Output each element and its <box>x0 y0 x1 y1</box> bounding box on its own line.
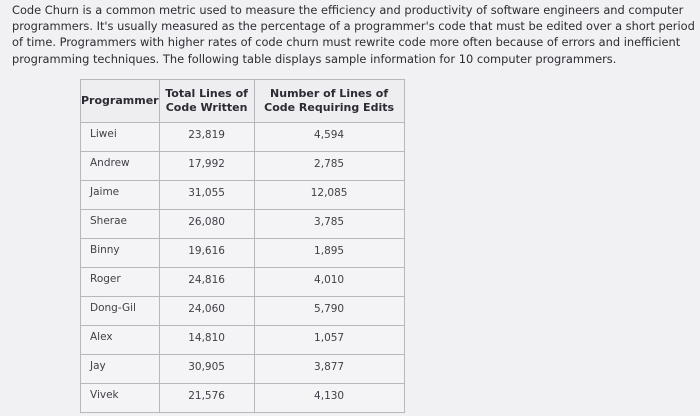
edits-value: 3,877 <box>254 355 404 384</box>
table-row <box>81 384 405 413</box>
programmer-name: Jay <box>81 355 160 384</box>
table-row <box>81 210 405 239</box>
total-lines-value: 21,576 <box>159 384 254 413</box>
total-lines-value: 14,810 <box>159 326 254 355</box>
edits-value: 2,785 <box>254 152 404 181</box>
programmer-name: Andrew <box>81 152 160 181</box>
edits-value: 4,010 <box>254 268 404 297</box>
total-lines-value: 31,055 <box>159 181 254 210</box>
table-row <box>81 326 405 355</box>
programmer-table <box>80 79 405 413</box>
total-lines-value: 24,060 <box>159 297 254 326</box>
header-total-lines: Total Lines of Code Written <box>159 80 254 123</box>
edits-value: 5,790 <box>254 297 404 326</box>
total-lines-value: 17,992 <box>159 152 254 181</box>
edits-value: 1,057 <box>254 326 404 355</box>
table-row <box>81 181 405 210</box>
programmer-name: Roger <box>81 268 160 297</box>
total-lines-value: 23,819 <box>159 123 254 152</box>
edits-value: 1,895 <box>254 239 404 268</box>
total-lines-value: 30,905 <box>159 355 254 384</box>
programmer-name: Alex <box>81 326 160 355</box>
programmer-table-container <box>80 79 405 413</box>
intro-paragraph <box>12 2 700 67</box>
table-row <box>81 268 405 297</box>
table-row <box>81 297 405 326</box>
table-row <box>81 239 405 268</box>
table-row <box>81 152 405 181</box>
programmer-name: Dong-Gil <box>81 297 160 326</box>
header-programmer: Programmer <box>81 80 160 123</box>
edits-value: 4,130 <box>254 384 404 413</box>
total-lines-value: 19,616 <box>159 239 254 268</box>
header-edits: Number of Lines of Code Requiring Edits <box>254 80 404 123</box>
programmer-name: Jaime <box>81 181 160 210</box>
table-row <box>81 123 405 152</box>
programmer-name: Vivek <box>81 384 160 413</box>
table-header-row <box>81 80 405 123</box>
intro-text: Code Churn is a common metric used to measure the efficiency and productivity of software engineers and computer programmers. It's usually measured as the percentage of a programmer's code that must be edited over a short period of time. Programmers with higher rates of code churn must rewrite code more often because of errors and inefficient programming techniques. The following table displays sample information for 10 computer programmers. <box>12 3 695 66</box>
programmer-name: Liwei <box>81 123 160 152</box>
edits-value: 4,594 <box>254 123 404 152</box>
programmer-name: Sherae <box>81 210 160 239</box>
table-row <box>81 355 405 384</box>
edits-value: 3,785 <box>254 210 404 239</box>
programmer-name: Binny <box>81 239 160 268</box>
total-lines-value: 26,080 <box>159 210 254 239</box>
total-lines-value: 24,816 <box>159 268 254 297</box>
edits-value: 12,085 <box>254 181 404 210</box>
